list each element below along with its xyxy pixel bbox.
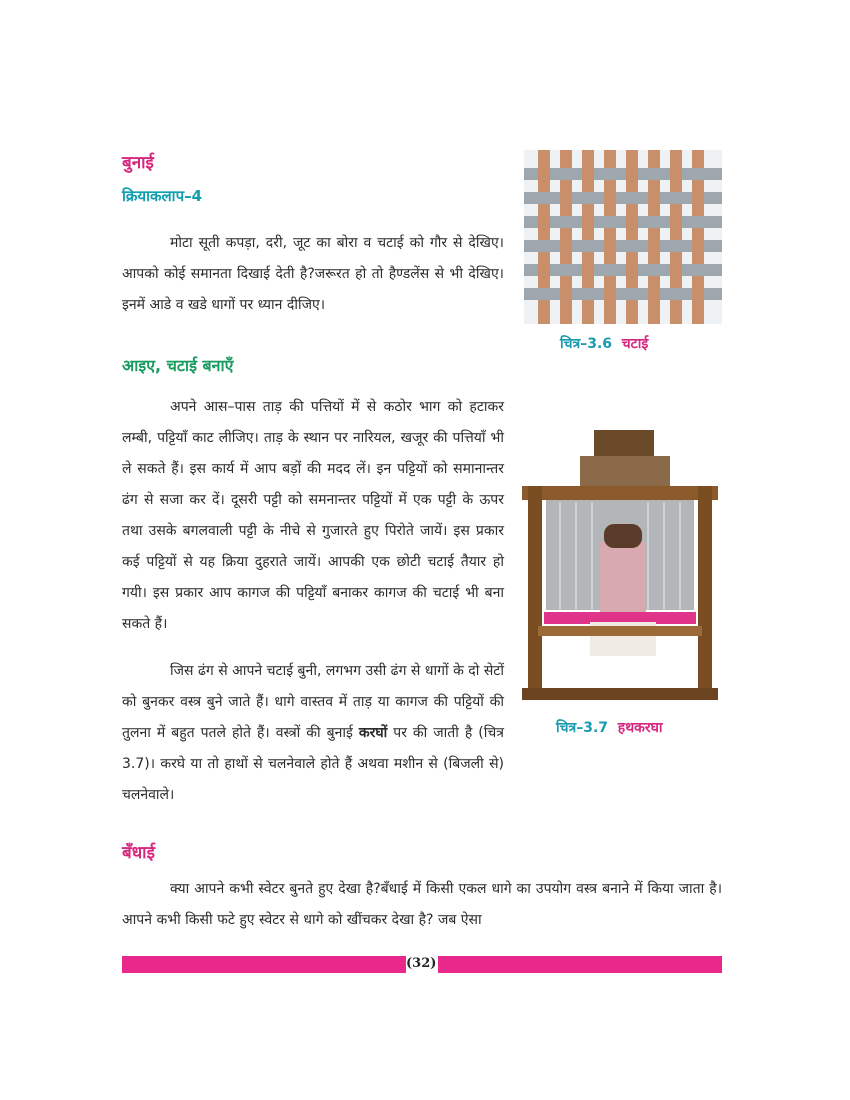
figure-title: चटाई: [621, 336, 649, 352]
mat-instructions-text: अपने आस–पास ताड़ की पत्तियों में से कठोर भाग को हटाकर लम्बी, पट्टियाँ काट लीजिए। ताड़ के स्थान पर नारियल, खजूर की पत्तियाँ भी ले सकते हैं। इस कार्य में आप बड़ों की मदद लें। इन पट्टियों को समानान्तर ढंग से सजा कर दें। दूसरी पट्टी को समनान्तर पट्टियों में एक पट्टी के ऊपर तथा उसके बगलवाली पट्टी के नीचे से गुजारते हुए पिरोते जायें। इस प्रकार कई पट्टियों से यह क्रिया दुहराते जायें। आपकी एक छोटी चटाई तैयार हो गयी। इस प्रकार आप कागज की पट्टियाँ बनाकर कागज की चटाई भी बना सकते हैं।: [122, 399, 504, 632]
section-heading-make-mat: आइए, चटाई बनाएँ: [122, 356, 234, 375]
knitting-text: क्या आपने कभी स्वेटर बुनते हुए देखा है?बँधाई में किसी एकल धागे का उपयोग वस्त्र बनाने में किया जाता है। आपने कभी किसी फटे हुए स्वेटर से धागे को खींचकर देखा है? जब ऐसा: [122, 881, 722, 928]
loom-text-b: पर की जाती है (चित्र 3.7)। करघे या तो हाथों से चलनेवाले होते हैं अथवा मशीन से (बिजली से) चलनेवाले।: [122, 725, 504, 803]
footer-bar-left: [122, 956, 406, 973]
activity-label: क्रियाकलाप–4: [122, 187, 203, 205]
loom-paragraph: [122, 656, 504, 811]
loom-bold-word: करघों: [358, 725, 388, 741]
figure-title: हथकरघा: [617, 720, 663, 736]
footer-bar-right: [438, 956, 722, 973]
mat-figure: [524, 150, 722, 324]
woven-mat-image: [524, 150, 722, 324]
page-number: (32): [406, 956, 437, 971]
activity-paragraph: [122, 228, 504, 321]
section-heading-weaving: बुनाई: [122, 153, 154, 173]
handloom-image: [520, 426, 720, 704]
figure-caption-mat: [560, 334, 648, 353]
handloom-figure: [520, 426, 720, 704]
figure-number: चित्र–3.6: [560, 336, 613, 352]
figure-caption-handloom: [556, 718, 663, 737]
loom-text-a: जिस ढंग से आपने चटाई बुनी, लगभग उसी ढंग से धागों के दो सेटों को बुनकर वस्त्र बुने जाते हैं। धागे वास्तव में ताड़ या कागज की पट्टियों की तुलना में बहुत पतले होते हैं। वस्त्रों की बुनाई: [122, 663, 504, 741]
section-heading-knitting: बँधाई: [122, 843, 155, 863]
knitting-paragraph: [122, 874, 722, 936]
mat-instructions-paragraph: [122, 392, 504, 640]
activity-text: मोटा सूती कपड़ा, दरी, जूट का बोरा व चटाई को गौर से देखिए। आपको कोई समानता दिखाई देती है?जरूरत हो तो हैण्डलेंस से भी देखिए। इनमें आडे व खडे धागों पर ध्यान दीजिए।: [122, 235, 504, 313]
figure-number: चित्र–3.7: [556, 720, 609, 736]
